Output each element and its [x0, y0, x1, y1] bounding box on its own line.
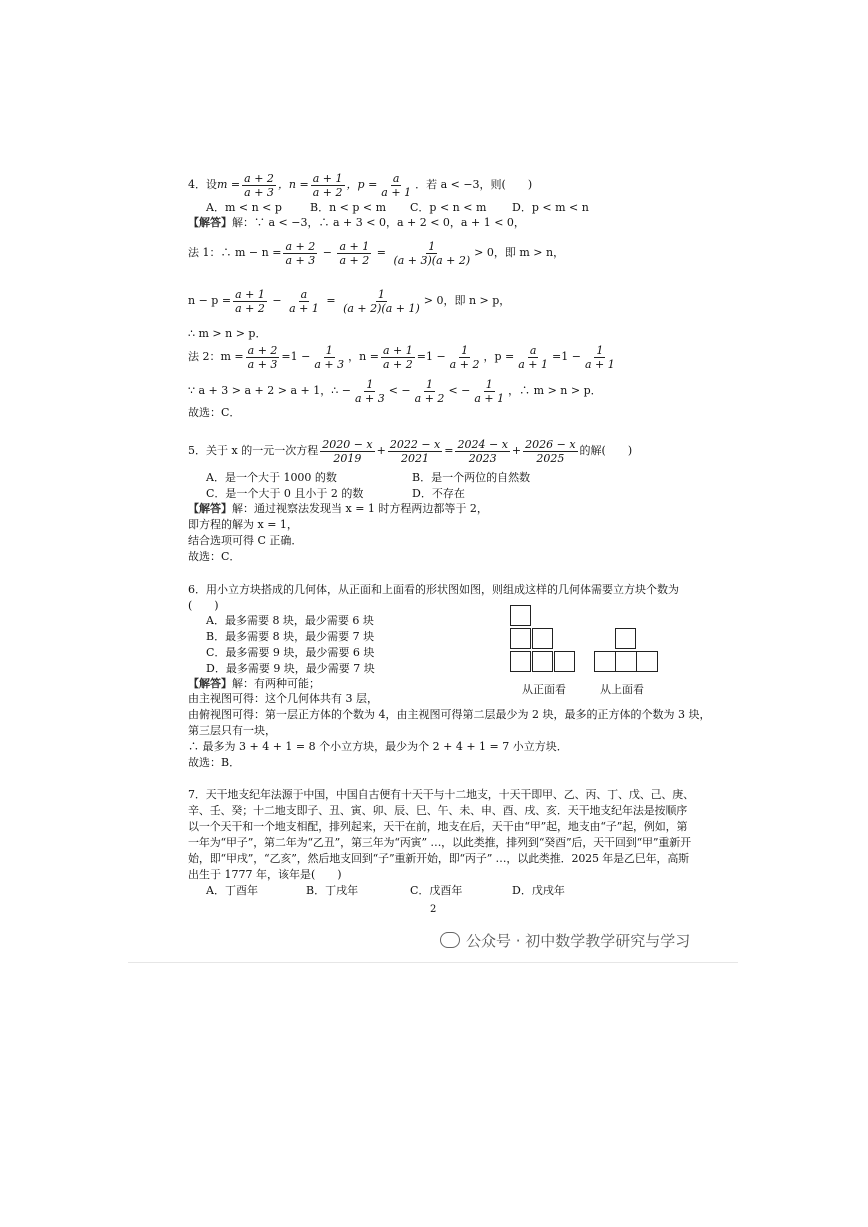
frac-num: 2022 − x — [389, 437, 441, 451]
frac-den: a + 3 — [354, 391, 385, 405]
frac-den: a + 2 — [312, 185, 343, 199]
q4-m2-text: =1 − — [552, 350, 581, 363]
q6-option-c: C．最多需要 9 块，最少需要 6 块 — [206, 646, 375, 659]
frac-num: a — [392, 171, 400, 185]
frac-den: a + 2 — [339, 253, 370, 267]
answer-tag: 【解答】 — [188, 216, 232, 229]
q7-option-d: D．戊戌年 — [512, 884, 565, 897]
frac-num: 1 — [428, 239, 436, 253]
q4-option-c: C．p < n < m — [410, 201, 487, 214]
frac-den: 2021 — [401, 451, 430, 465]
frac-den: a + 1 — [289, 301, 319, 315]
frac — [233, 288, 267, 315]
q7-option-a: A．丁酉年 — [206, 884, 258, 897]
frac — [472, 378, 506, 405]
caption-top-view: 从上面看 — [600, 683, 644, 696]
frac-num: 2024 − x — [457, 437, 508, 451]
cube — [615, 628, 636, 649]
cube — [510, 628, 531, 649]
q6-line5: ∴ 最多为 3 + 4 + 1 = 8 个小立方块，最少为个 2 + 4 + 1 = 7 小立方块． — [188, 740, 568, 753]
q4-p-frac — [379, 172, 413, 199]
q4-option-b: B．n < p < m — [310, 201, 387, 214]
page-number: 2 — [430, 904, 437, 915]
q6-paren: ( ) — [188, 599, 219, 612]
q5-answer-line: 解：通过视察法发现当 x = 1 时方程两边都等于 2， — [232, 502, 488, 515]
q4-m-eq: m = — [217, 178, 241, 191]
frac — [283, 240, 317, 267]
frac — [516, 344, 550, 371]
caption-front-view: 从正面看 — [522, 683, 566, 696]
q5-option-a: A．是一个大于 1000 的数 — [206, 471, 337, 484]
frac-den: a + 2 — [414, 391, 445, 405]
q5-plus: + — [511, 444, 522, 457]
q4-answer — [188, 215, 525, 230]
frac-den: 2023 — [468, 451, 497, 465]
frac-num: a — [300, 287, 308, 301]
frac-den: a + 1 — [518, 357, 548, 371]
q4-m2-text: ，n = — [348, 350, 379, 363]
frac — [583, 344, 617, 371]
frac-num: 1 — [461, 343, 469, 357]
frac-num: 2026 − x — [525, 437, 576, 451]
frac-den: a + 2 — [235, 301, 265, 315]
q4-since-lt: < − — [388, 384, 411, 397]
q4-np: n − p = $\frac{a + 1}{a + 2}$ − $\frac{a}{a + 1}$ = $\frac{1}{(a + 2)(a + 1)}$ > 0，即 n > p， — [188, 287, 511, 315]
frac-num: 1 — [596, 343, 604, 357]
frac-den: a + 1 — [474, 391, 505, 405]
q4-m1-suffix: > 0，即 m > n， — [474, 246, 565, 259]
q4-m2-text: ，p = — [483, 350, 515, 363]
q4-m-frac — [242, 172, 276, 199]
q4-since-lt: < − — [448, 384, 471, 397]
q7-line3: 以一个天干和一个地支相配，排列起来，天干在前，地支在后，天干由“甲”起，地支由“子”起，例如，第 — [188, 820, 688, 833]
q7-line2: 辛、壬、癸；十二地支即子、丑、寅、卯、辰、巳、午、未、申、酉、戌、亥．天干地支纪年法是按顺序 — [188, 804, 688, 817]
q4-choice: 故选：C． — [188, 406, 241, 419]
q4-stem-prefix: 4．设 — [188, 178, 217, 191]
q5-stem — [188, 436, 632, 466]
frac-num: 1 — [426, 377, 434, 391]
q4-n-eq: ，n = — [277, 178, 309, 191]
q6-option-b: B．最多需要 8 块，最少需要 7 块 — [206, 630, 375, 643]
q4-np-prefix: n − p = — [188, 294, 232, 307]
q4-condition: ．若 a < −3，则( ) — [415, 178, 533, 191]
cube — [554, 651, 575, 672]
frac — [523, 438, 577, 465]
q7-option-c: C．戊酉年 — [410, 884, 463, 897]
frac-den: a + 3 — [247, 357, 278, 371]
frac-den: a + 3 — [244, 185, 274, 199]
q4-option-a: A．m < n < p — [206, 201, 282, 214]
q5-eq: = — [444, 444, 454, 457]
frac — [341, 288, 422, 315]
frac-den: a + 1 — [381, 185, 412, 199]
frac-num: a + 1 — [235, 287, 265, 301]
cube — [615, 651, 637, 672]
q4-m1-prefix: 法 1：∴ m − n = — [188, 246, 282, 259]
frac-num: 1 — [366, 377, 374, 391]
q6-line2: 由主视图可得：这个几何体共有 3 层， — [188, 692, 378, 705]
q6-option-d: D．最多需要 9 块，最少需要 7 块 — [206, 662, 375, 675]
q6-option-a: A．最多需要 8 块，最少需要 6 块 — [206, 614, 374, 627]
q5-answer — [188, 501, 488, 516]
q5-line2: 即方程的解为 x = 1， — [188, 518, 298, 531]
frac — [388, 438, 442, 465]
q7-line1: 7．天干地支纪年法源于中国，中国自古便有十天干与十二地支，十天干即甲、乙、丙、丁、戊、己、庚、 — [188, 788, 694, 801]
q4-answer-line: 解：∵ a < −3，∴ a + 3 < 0，a + 2 < 0，a + 1 < 0， — [232, 216, 525, 229]
q5-option-c: C．是一个大于 0 且小于 2 的数 — [206, 487, 364, 500]
cube — [532, 651, 553, 672]
frac — [455, 438, 509, 465]
q6-answer-line: 解：有两种可能； — [232, 677, 320, 690]
q4-conclusion1: ∴ m > n > p． — [188, 327, 267, 340]
frac-den: 2025 — [536, 451, 565, 465]
frac-den: a + 2 — [382, 357, 413, 371]
q7-line4: 一年为“甲子”，第二年为“乙丑”，第三年为“丙寅” …，以此类推，排列到“癸酉”后，天干回到“甲”重新开 — [188, 836, 691, 849]
q6-answer — [188, 676, 320, 691]
q6-stem: 6．用小立方块搭成的几何体，从正面和上面看的形状图如图，则组成这样的几何体需要立方块个数为 — [188, 583, 679, 596]
frac-den: a + 3 — [314, 357, 345, 371]
q4-stem — [188, 170, 532, 200]
frac — [448, 344, 482, 371]
q4-m2-text: =1 − — [281, 350, 311, 363]
q5-option-b: B．是一个两位的自然数 — [412, 471, 531, 484]
wechat-icon — [440, 932, 460, 948]
answer-tag: 【解答】 — [188, 502, 232, 515]
frac-num: 1 — [325, 343, 333, 357]
frac — [287, 288, 321, 315]
q6-choice: 故选：B． — [188, 756, 241, 769]
frac-num: 1 — [377, 287, 385, 301]
frac-num: a + 1 — [339, 239, 370, 253]
q4-since — [188, 376, 602, 406]
q4-np-suffix: > 0，即 n > p， — [423, 294, 511, 307]
q5-line3: 结合选项可得 C 正确． — [188, 534, 303, 547]
frac — [337, 240, 371, 267]
q4-since-prefix: ∵ a + 3 > a + 2 > a + 1，∴ − — [188, 384, 351, 397]
q4-m2-text: =1 − — [416, 350, 446, 363]
q5-stem-suffix: 的解( ) — [579, 444, 633, 457]
frac-den: (a + 2)(a + 1) — [343, 301, 420, 315]
q7-line6: 出生于 1777 年，该年是( ) — [188, 868, 342, 881]
frac-den: a + 2 — [449, 357, 480, 371]
frac-den: a + 1 — [584, 357, 615, 371]
frac — [320, 438, 374, 465]
frac-den: 2019 — [333, 451, 362, 465]
watermark-text: 公众号 · 初中数学教学研究与学习 — [466, 932, 691, 950]
cube — [532, 628, 553, 649]
q6-line3: 由俯视图可得：第一层正方体的个数为 4，由主视图可得第二层最少为 2 块，最多的正方体的个数为 3 块， — [188, 708, 711, 721]
cube — [510, 605, 531, 626]
frac-den: (a + 3)(a + 2) — [393, 253, 471, 267]
frac-num: a — [529, 343, 537, 357]
q7-line5: 始，即“甲戌”，“乙亥”，然后地支回到“子”重新开始，即“丙子” …，以此类推．2025 年是乙巳年，高斯 — [188, 852, 690, 865]
cube — [594, 651, 616, 672]
answer-tag: 【解答】 — [188, 677, 232, 690]
q5-choice: 故选：C． — [188, 550, 241, 563]
frac-num: a + 2 — [285, 239, 316, 253]
frac-num: 1 — [485, 377, 493, 391]
divider — [128, 962, 738, 963]
frac-num: a + 1 — [312, 171, 343, 185]
frac-num: a + 2 — [247, 343, 278, 357]
cube — [510, 651, 531, 672]
frac-den: a + 3 — [285, 253, 316, 267]
q4-m2-prefix: 法 2：m = — [188, 350, 244, 363]
q4-option-d: D．p < m < n — [512, 201, 589, 214]
q7-option-b: B．丁戌年 — [306, 884, 359, 897]
frac-num: a + 1 — [382, 343, 413, 357]
q5-stem-prefix: 5．关于 x 的一元一次方程 — [188, 444, 319, 457]
frac — [413, 378, 447, 405]
q5-option-d: D．不存在 — [412, 487, 465, 500]
frac — [391, 240, 472, 267]
frac — [353, 378, 387, 405]
frac-num: 2020 − x — [322, 437, 373, 451]
frac — [381, 344, 415, 371]
frac-num: a + 2 — [244, 171, 274, 185]
q4-method1: 法 1：∴ m − n = $\frac{a + 2}{a + 3}$ − $\frac{a + 1}{a + 2}$ = $\frac{1}{(a + 3)(a + 2)}$ > 0，即 m > n， — [188, 239, 565, 267]
frac — [312, 344, 346, 371]
q4-n-frac — [311, 172, 345, 199]
cube — [636, 651, 658, 672]
watermark — [440, 930, 690, 951]
frac — [246, 344, 280, 371]
q5-plus: + — [376, 444, 386, 457]
q4-method2 — [188, 342, 619, 372]
q6-line4: 第三层只有一块， — [188, 724, 276, 737]
q4-p-eq: ，p = — [346, 178, 378, 191]
q4-since-suffix: ，∴ m > n > p． — [508, 384, 602, 397]
